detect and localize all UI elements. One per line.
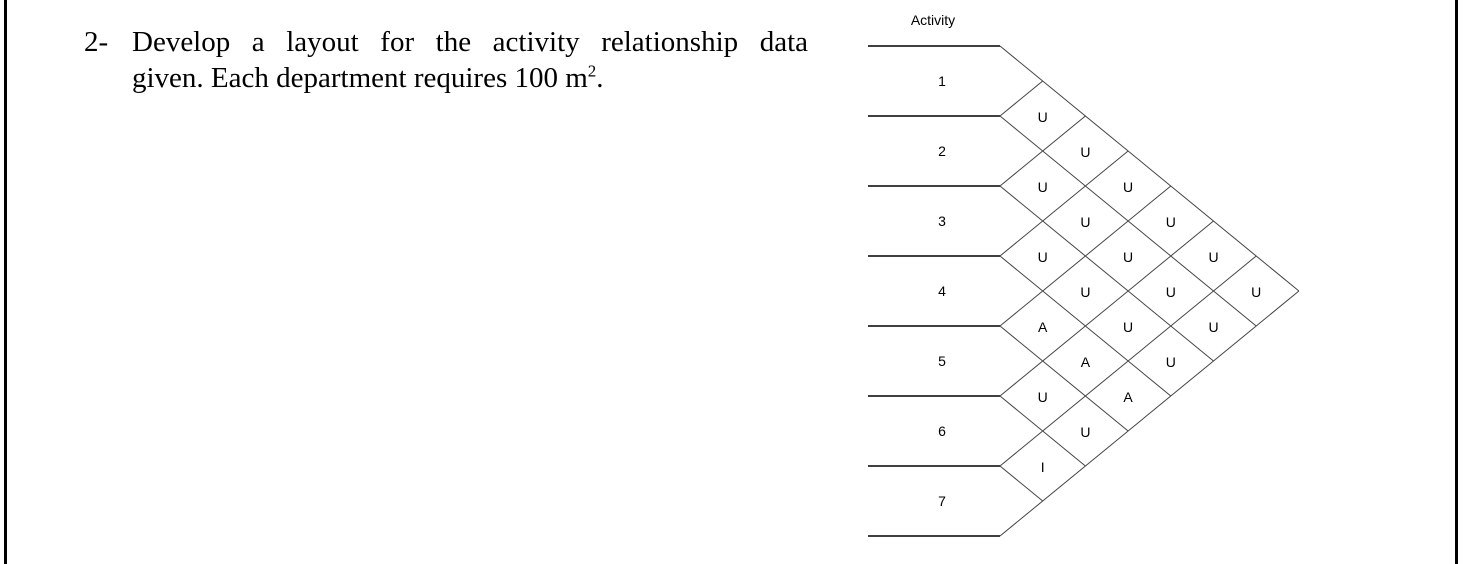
rel-code-2-5: U — [1123, 249, 1134, 265]
diagonal-down-6 — [1000, 466, 1043, 501]
diagonal-up-5 — [1000, 221, 1214, 396]
rel-code-1-4: U — [1123, 179, 1134, 195]
rel-code-3-4: U — [1037, 249, 1048, 265]
activity-label-5: 5 — [938, 353, 946, 369]
rel-code-1-7: U — [1251, 284, 1262, 300]
question-line-1: Develop a layout for the activity relationship data — [132, 26, 808, 58]
rel-code-3-6: U — [1123, 319, 1134, 335]
rel-code-3-5: U — [1080, 284, 1091, 300]
diagonal-up-3 — [1000, 151, 1128, 256]
chart-header: Activity — [910, 12, 956, 28]
question-number: 2- — [84, 26, 109, 58]
rel-code-1-6: U — [1208, 249, 1219, 265]
rel-code-1-2: U — [1037, 109, 1048, 125]
rel-code-2-3: U — [1037, 179, 1048, 195]
activity-label-1: 1 — [938, 73, 946, 89]
activity-label-3: 3 — [938, 213, 946, 229]
activity-label-2: 2 — [938, 143, 946, 159]
activity-labels — [938, 73, 946, 509]
diagonal-down-4 — [1000, 326, 1128, 431]
question-line-2-end: . — [596, 62, 604, 94]
rel-code-6-7: I — [1040, 459, 1045, 475]
diagonal-up-1 — [1000, 81, 1043, 116]
activity-label-6: 6 — [938, 423, 946, 439]
rel-code-1-3: U — [1080, 144, 1091, 160]
rel-code-4-7: A — [1123, 389, 1133, 405]
rel-code-4-6: A — [1080, 354, 1091, 370]
diagonal-down-2 — [1000, 186, 1214, 361]
rel-code-2-7: U — [1208, 319, 1219, 335]
rel-code-2-6: U — [1165, 284, 1176, 300]
superscript-exponent: 2 — [587, 61, 597, 81]
rel-code-4-5: A — [1038, 319, 1048, 335]
rel-code-1-5: U — [1165, 214, 1176, 230]
rel-code-3-7: U — [1165, 354, 1176, 370]
rel-code-2-4: U — [1080, 214, 1091, 230]
rel-code-5-7: U — [1080, 424, 1091, 440]
activity-label-4: 4 — [938, 283, 946, 299]
activity-label-7: 7 — [938, 493, 946, 509]
relationship-codes — [1038, 109, 1262, 475]
question-line-2-text: given. Each department requires 100 m — [132, 62, 588, 94]
rel-code-5-6: U — [1037, 389, 1048, 405]
